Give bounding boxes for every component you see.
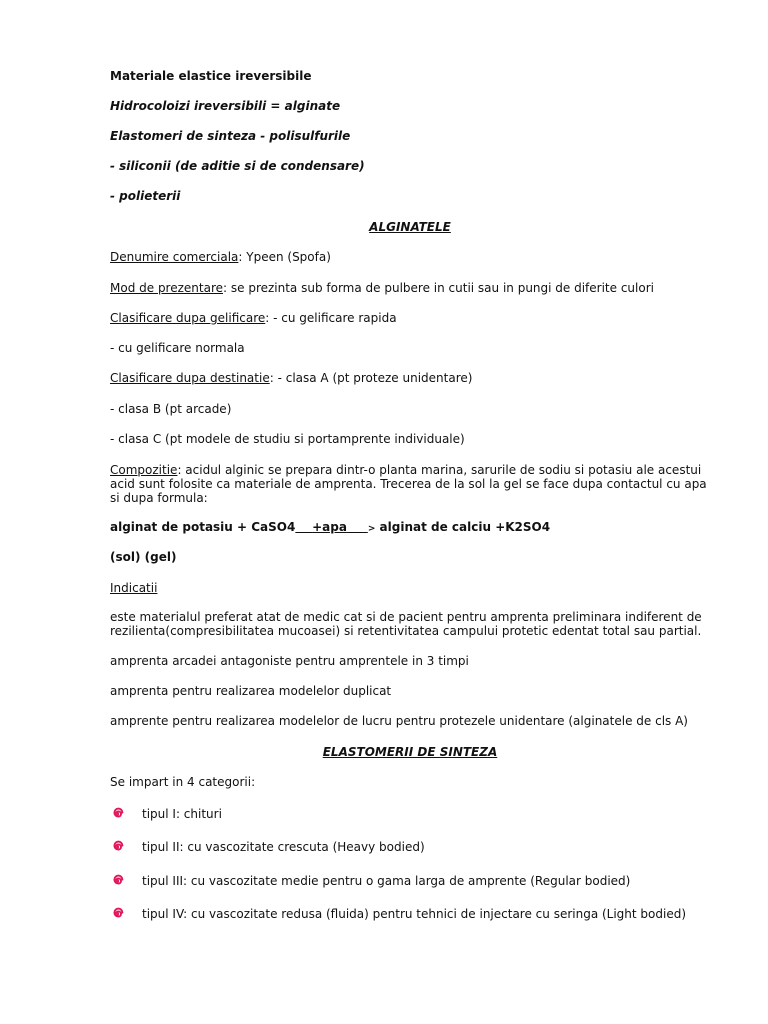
section-title-elastomerii: ELASTOMERII DE SINTEZA: [322, 745, 498, 759]
clasif-dest-label: Clasificare dupa destinatie: [110, 371, 270, 385]
mod-value: : se prezinta sub forma de pulbere in cutii sau in pungi de diferite culori: [223, 281, 654, 295]
formula-arrow: [295, 520, 367, 534]
denumire-label: Denumire comerciala: [110, 250, 239, 264]
indicatii-paragraph-1: este materialul preferat atat de medic cat si de pacient pentru amprenta preliminara indiferent de rezilienta(compresibilitatea mucoasei) si retentivitatea campului protetic edentat total sau partial.: [110, 610, 702, 638]
spiral-bullet-icon: [110, 839, 124, 853]
denumire-value: : Ypeen (Spofa): [238, 250, 331, 264]
categorie-item: tipul IV: cu vascozitate redusa (fluida) pentru tehnici de injectare cu seringa (Light bodied): [142, 907, 687, 921]
compozitie-value: : acidul alginic se prepara dintr-o planta marina, sarurile de sodiu si potasiu ale acestui acid sunt folosite ca materiale de amprenta. Trecerea de la sol la gel se face dupa contactul cu apa si dupa formula:: [110, 463, 707, 505]
indicatii-paragraph-3: amprenta pentru realizarea modelelor duplicat: [110, 684, 392, 698]
categorie-item: tipul III: cu vascozitate medie pentru o gama larga de amprente (Regular bodied): [142, 874, 631, 888]
sol-gel-line: (sol) (gel): [110, 550, 177, 564]
gelificare-normala-line: - cu gelificare normala: [110, 341, 245, 355]
clasif-dest-value: : - clasa A (pt proteze unidentare): [269, 371, 473, 385]
compozitie-label: Compozitie: [110, 463, 178, 477]
elastomeri-line: Elastomeri de sinteza - polisulfurile: [110, 129, 351, 143]
reaction-formula: [110, 520, 550, 536]
formula-left: alginat de potasiu + CaSO4: [110, 520, 296, 534]
compozitie-paragraph: [110, 463, 718, 505]
siliconi-line: - siliconii (de aditie si de condensare): [110, 159, 365, 173]
categorie-item: tipul II: cu vascozitate crescuta (Heavy bodied): [142, 840, 425, 854]
clasa-c-line: - clasa C (pt modele de studiu si portamprente individuale): [110, 432, 465, 446]
doc-title: Materiale elastice ireversibile: [110, 69, 312, 83]
arrow-head-icon: >: [367, 524, 376, 534]
clasificare-gelificare-line: [110, 311, 397, 325]
indicatii-label: Indicatii: [110, 581, 158, 595]
clasif-gel-value: : - cu gelificare rapida: [265, 311, 397, 325]
mod-prezentare-line: [110, 281, 654, 295]
indicatii-paragraph-4: amprente pentru realizarea modelelor de lucru pentru protezele unidentare (alginatele de cls A): [110, 714, 688, 728]
categorii-intro: Se impart in 4 categorii:: [110, 775, 256, 789]
clasa-b-line: - clasa B (pt arcade): [110, 402, 232, 416]
denumire-line: [110, 250, 331, 264]
spiral-bullet-icon: [110, 873, 124, 887]
hidrocoloizi-line: Hidrocoloizi ireversibili = alginate: [110, 99, 341, 113]
categorie-item: tipul I: chituri: [142, 807, 222, 821]
mod-label: Mod de prezentare: [110, 281, 224, 295]
clasif-gel-label: Clasificare dupa gelificare: [110, 311, 266, 325]
indicatii-paragraph-2: amprenta arcadei antagoniste pentru amprentele in 3 timpi: [110, 654, 469, 668]
formula-right: alginat de calciu +K2SO4: [379, 520, 551, 534]
formula-arrow-label: +apa: [312, 520, 347, 534]
section-title-alginatele: ALGINATELE: [369, 220, 451, 234]
clasificare-destinatie-line: [110, 371, 472, 385]
spiral-bullet-icon: [110, 906, 124, 920]
polieterii-line: - polieterii: [110, 189, 181, 203]
spiral-bullet-icon: [110, 806, 124, 820]
